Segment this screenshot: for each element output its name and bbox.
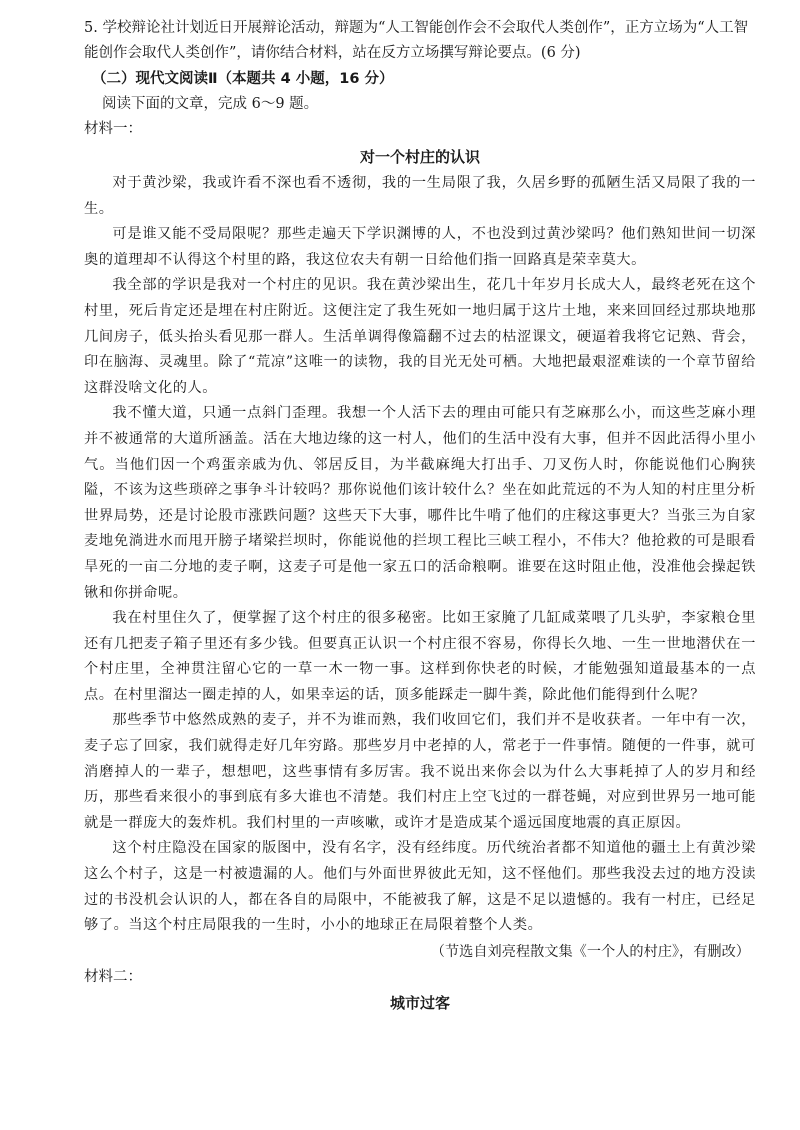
paragraph-4: 我不懂大道，只通一点斜门歪理。我想一个人活下去的理由可能只有芝麻那么小，而这些芝麻小理并不被通常的大道所涵盖。活在大地边缘的这一村人，他们的生活中没有大事，但并不因此活得小里小气。当他们因一个鸡蛋亲戚为仇、邻居反目，为半截麻绳大打出手、刀叉伤人时，你能说他们心胸狭隘，不该为这些琐碎之事争斗计较吗？那你说他们该计较什么？坐在如此荒远的不为人知的村庄里分析世界局势，还是讨论股市涨跌问题？这些天下大事，哪件比牛啃了他们的庄稼这事更大？当张三为自家麦地免淌进水而甩开膀子堵梁拦坝时，你能说他的拦坝工程比三峡工程小，不伟大？他抢救的可是眼看旱死的一亩二分地的麦子啊，这麦子可是他一家五口的活命粮啊。谁要在这时阻止他，没准他会操起铁锹和你拼命呢。 <box>84 405 756 601</box>
question-5: 5. 学校辩论社计划近日开展辩论活动，辩题为“人工智能创作会不会取代人类创作”，正方立场为“人工智能创作会取代人类创作”，请你结合材料，站在反方立场撰写辩论要点。(6 分) <box>84 20 749 61</box>
article-title: 对一个村庄的认识 <box>359 148 480 166</box>
article-body <box>84 171 756 939</box>
material-1-label: 材料一： <box>84 121 142 137</box>
section-heading: （二）现代文阅读Ⅱ（本题共 4 小题，16 分） <box>92 71 394 87</box>
paragraph-5: 我在村里住久了，便掌握了这个村庄的很多秘密。比如王家腌了几缸咸菜喂了几头驴，李家粮仓里还有几把麦子箱子里还有多少钱。但要真正认识一个村庄很不容易，你得长久地、一生一世地潜伏在一个村庄里，全神贯注留心它的一草一木一物一事。这样到你快老的时候，才能勉强知道最基本的一点点。在村里溜达一圈走掉的人，如果幸运的话，顶多能踩走一脚牛粪，除此他们能得到什么呢？ <box>84 610 756 703</box>
paragraph-2: 可是谁又能不受局限呢？那些走遍天下学识渊博的人，不也没到过黄沙梁吗？他们熟知世间一切深奥的道理却不认得这个村里的路，我这位农夫有朝一日给他们指一回路真是荣幸莫大。 <box>84 226 756 268</box>
article-source: （节选自刘亮程散文集《一个人的村庄》，有删改） <box>430 943 750 960</box>
paragraph-3: 我全部的学识是我对一个村庄的见识。我在黄沙梁出生，花几十年岁月长成大人，最终老死在这个村里，死后肯定还是埋在村庄附近。这便注定了我生死如一地归属于这片土地，来来回回经过那块地那几间房子，低头抬头看见那一群人。生活单调得像篇翻不过去的枯涩课文，硬逼着我将它记熟、背会，印在脑海、灵魂里。除了“荒凉”这唯一的读物，我的目光无处可栖。大地把最艰涩难读的一个章节留给这群没啥文化的人。 <box>84 277 756 396</box>
paragraph-6: 那些季节中悠然成熟的麦子，并不为谁而熟，我们收回它们，我们并不是收获者。一年中有一次，麦子忘了回家，我们就得走好几年穷路。那些岁月中老掉的人，常老于一件事情。随便的一件事，就可消磨掉人的一辈子，想想吧，这些事情有多厉害。我不说出来你会以为什么大事耗掉了人的岁月和经历，那些看来很小的事到底有多大谁也不清楚。我们村庄上空飞过的一群苍蝇，对应到世界另一地可能就是一群庞大的轰炸机。我们村里的一声咳嗽，或许才是造成某个遥远国度地震的真正原因。 <box>84 712 756 831</box>
paragraph-7: 这个村庄隐没在国家的版图中，没有名字，没有经纬度。历代统治者都不知道他的疆土上有黄沙梁这么个村子，这是一村被遗漏的人。他们与外面世界彼此无知，这不怪他们。那些我没去过的地方没读过的书没机会认识的人，都在各自的局限中，不能被我了解，这是不足以遗憾的。我有一村庄，已经足够了。当这个村庄局限我的一生时，小小的地球正在局限着整个人类。 <box>84 840 756 934</box>
material-2-title: 城市过客 <box>389 993 450 1012</box>
reading-instruction: 阅读下面的文章，完成 6～9 题。 <box>102 96 319 112</box>
material-2-label: 材料二： <box>84 968 142 985</box>
paragraph-1: 对于黄沙梁，我或许看不深也看不透彻，我的一生局限了我，久居乡野的孤陋生活又局限了我的一生。 <box>84 175 756 217</box>
